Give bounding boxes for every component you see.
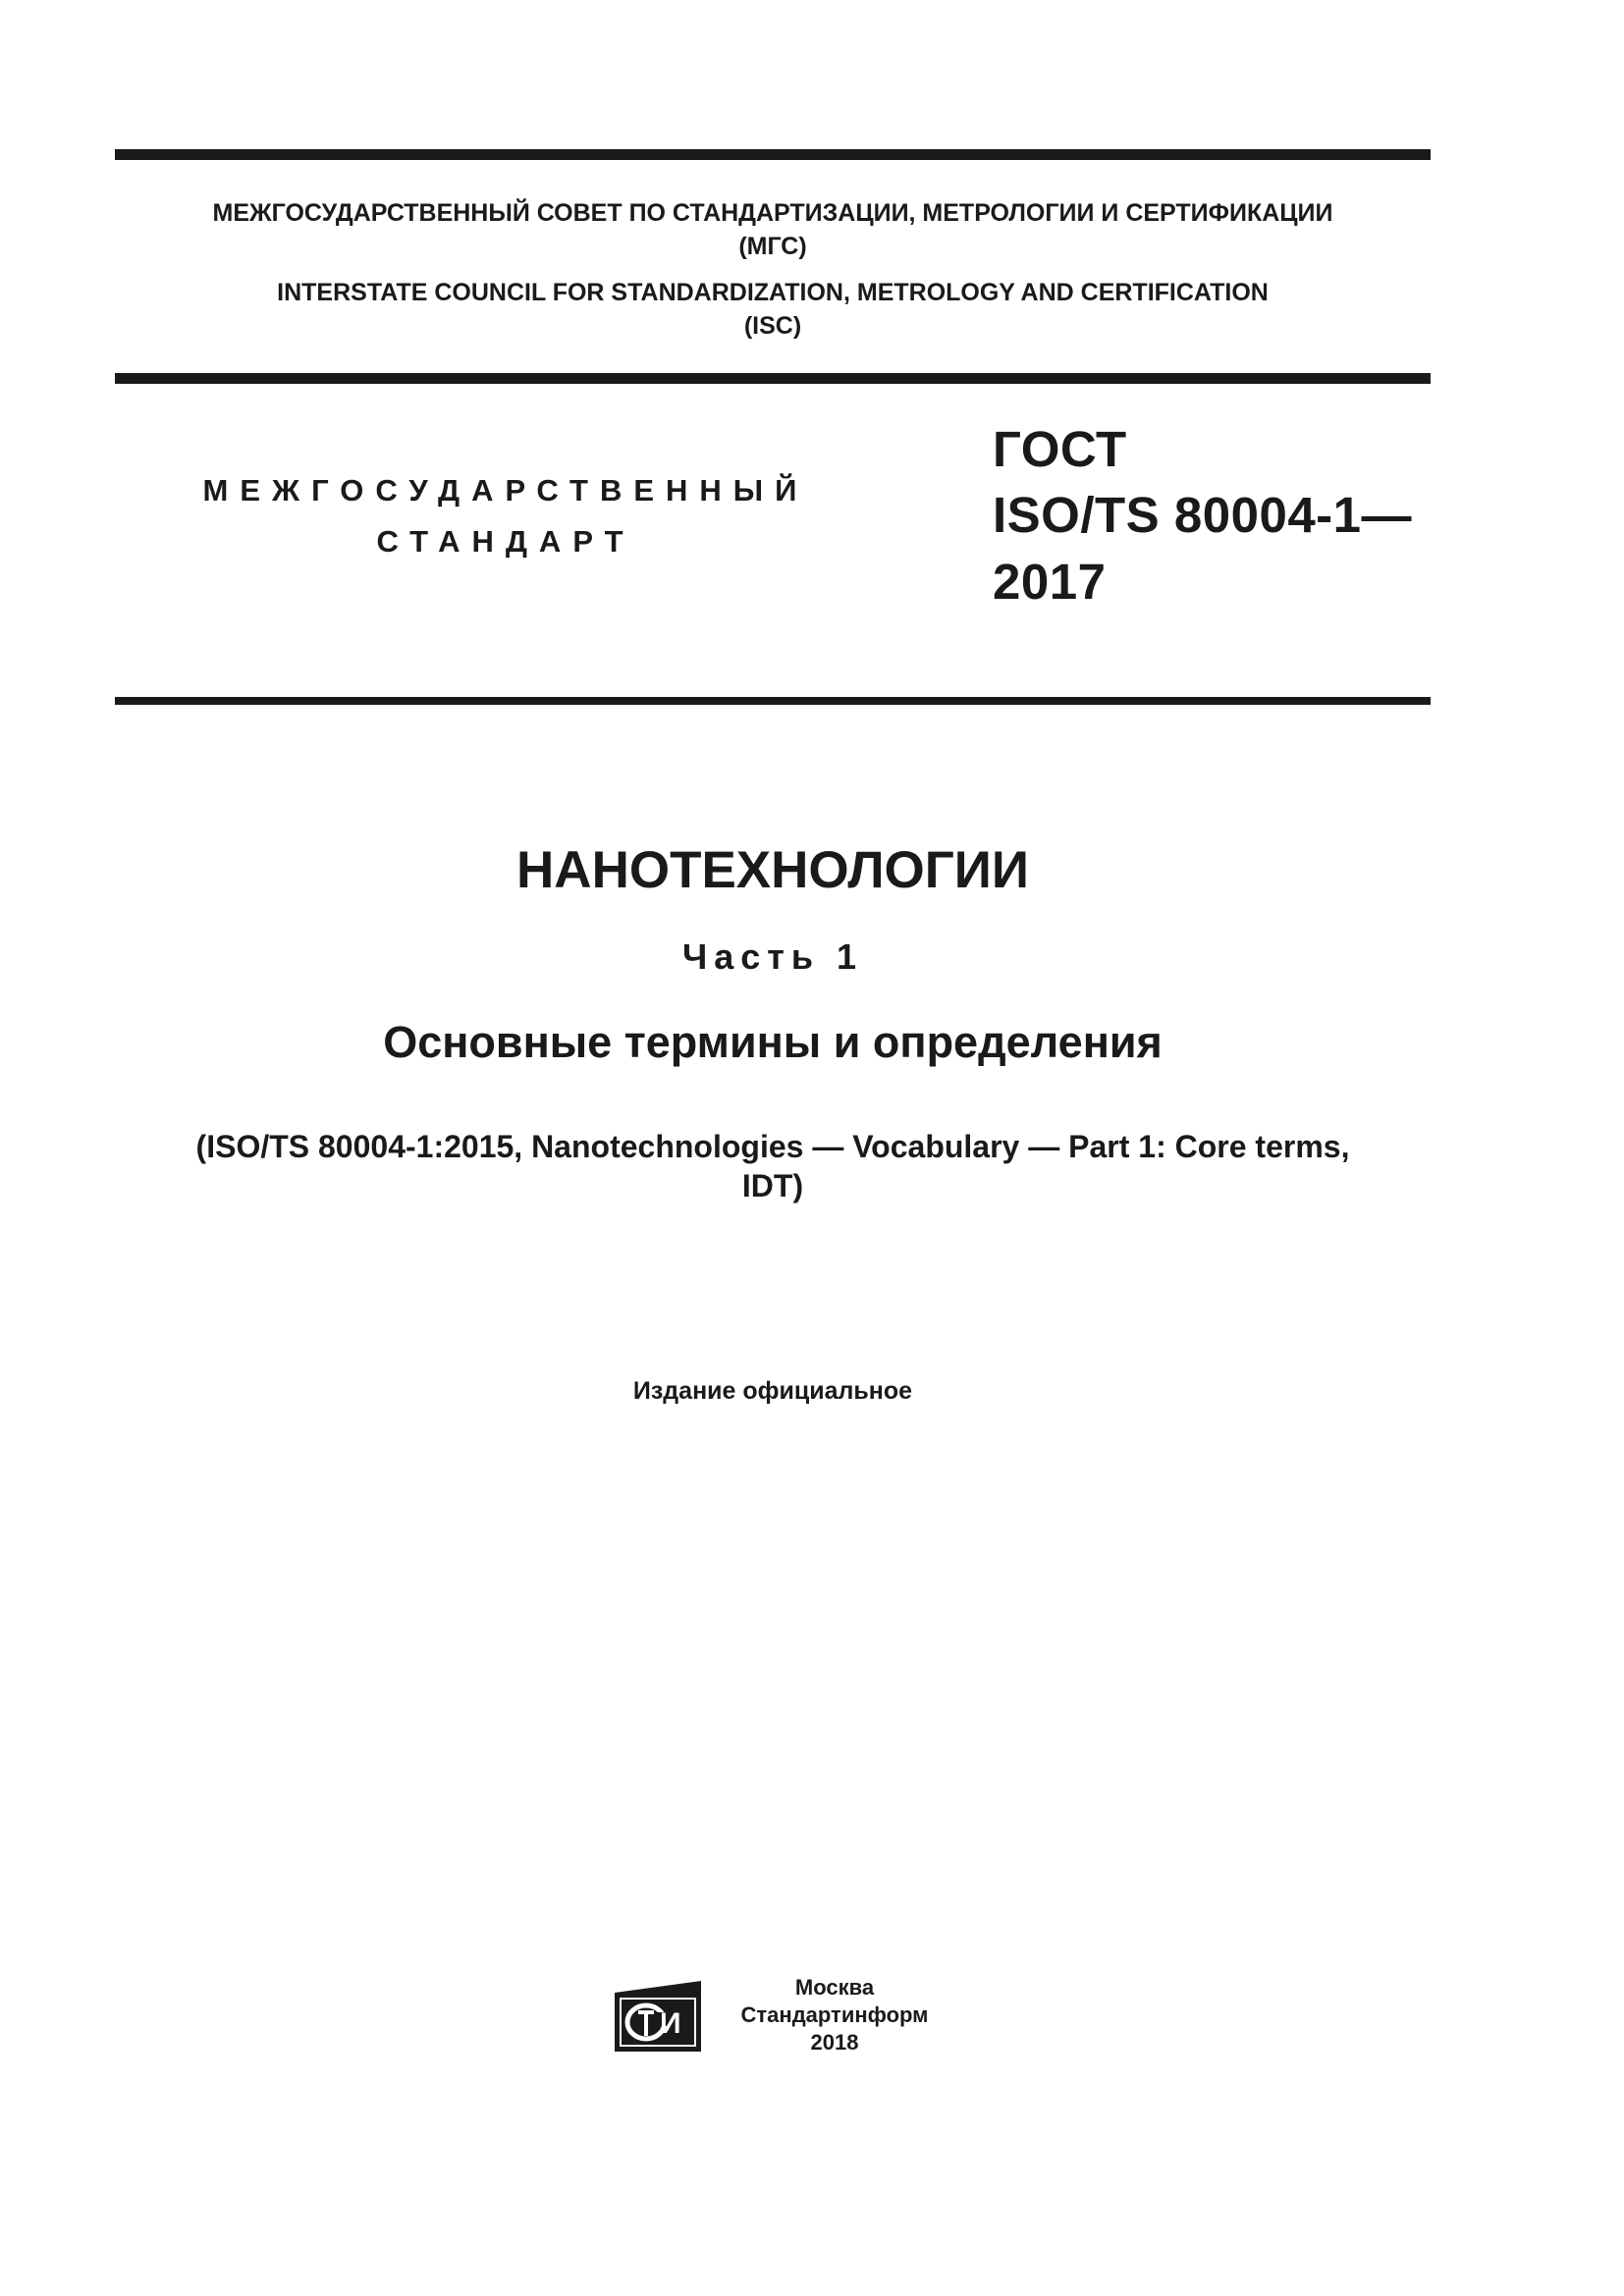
document-origin [115, 1127, 1431, 1205]
edition-label: Издание официальное [632, 1377, 913, 1405]
publication-year: 2018 [810, 2030, 859, 2055]
publisher-name: Стандартинформ [740, 2002, 929, 2027]
document-title: НАНОТЕХНОЛОГИИ [516, 841, 1029, 899]
document-part: Часть 1 [681, 936, 864, 977]
svg-text:И: И [660, 2007, 681, 2040]
standard-designation-line3: 2017 [993, 554, 1107, 610]
standard-type-line1: МЕЖГОСУДАРСТВЕННЫЙ [202, 473, 809, 507]
document-origin-line1: (ISO/TS 80004-1:2015, Nanotechnologies — Vocabulary — Part 1: Core terms, [195, 1129, 1350, 1164]
standard-designation-line2: ISO/TS 80004-1— [993, 487, 1413, 543]
council-english-name: INTERSTATE COUNCIL FOR STANDARDIZATION, METROLOGY AND CERTIFICATION [277, 279, 1269, 306]
publisher-info [722, 1974, 947, 2056]
header-divider [115, 373, 1431, 384]
top-divider [115, 149, 1431, 160]
document-subtitle: Основные термины и определения [383, 1017, 1163, 1067]
standard-type-line2: СТАНДАРТ [376, 524, 635, 559]
publisher-city: Москва [794, 1975, 875, 2000]
council-english-abbr: (ISC) [743, 312, 802, 340]
council-russian-name: МЕЖГОСУДАРСТВЕННЫЙ СОВЕТ ПО СТАНДАРТИЗАЦИИ, МЕТРОЛОГИИ И СЕРТИФИКАЦИИ [212, 199, 1333, 227]
standartinform-logo-icon [611, 1979, 705, 2054]
document-origin-line2: IDT) [741, 1168, 804, 1203]
council-russian-abbr: (МГС) [738, 233, 807, 260]
council-english [115, 276, 1431, 343]
designation-divider [115, 697, 1431, 705]
standard-designation-line1: ГОСТ [993, 421, 1127, 477]
council-russian [115, 196, 1431, 263]
